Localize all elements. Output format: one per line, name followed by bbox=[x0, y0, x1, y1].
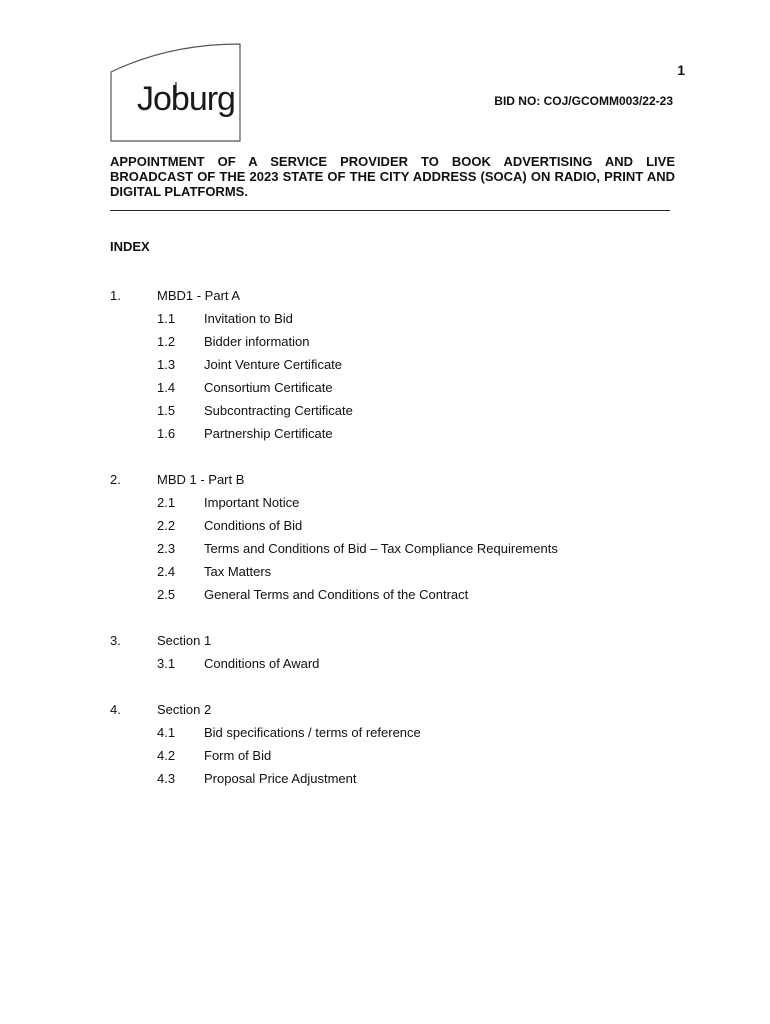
index-section bbox=[110, 284, 670, 445]
subsection-label: Subcontracting Certificate bbox=[204, 403, 353, 418]
subsection-row bbox=[110, 537, 670, 560]
subsection-number: 1.2 bbox=[157, 334, 176, 349]
subsection-number: 1.4 bbox=[157, 380, 176, 395]
subsection-row bbox=[110, 767, 670, 790]
subsection-number: 2.4 bbox=[157, 564, 176, 579]
subsection-label: Form of Bid bbox=[204, 748, 272, 763]
subsection-label: Tax Matters bbox=[204, 564, 272, 579]
section-row bbox=[110, 629, 670, 652]
subsection-label: Consortium Certificate bbox=[204, 380, 333, 395]
subsection-row bbox=[110, 744, 670, 767]
subsection-number: 1.3 bbox=[157, 357, 176, 372]
subsection-row bbox=[110, 514, 670, 537]
subsection-number: 1.6 bbox=[157, 426, 176, 441]
subsection-label: Partnership Certificate bbox=[204, 426, 333, 441]
joburg-logo: Joburg bbox=[137, 80, 235, 118]
title-underline bbox=[110, 210, 670, 211]
section-number: 1. bbox=[110, 288, 121, 303]
subsection-label: Joint Venture Certificate bbox=[204, 357, 343, 372]
subsection-row bbox=[110, 399, 670, 422]
subsection-row bbox=[110, 376, 670, 399]
subsection-row bbox=[110, 583, 670, 606]
section-row bbox=[110, 468, 670, 491]
index-list bbox=[110, 284, 670, 813]
subsection-label: Bidder information bbox=[204, 334, 310, 349]
subsection-number: 2.1 bbox=[157, 495, 176, 510]
subsection-row bbox=[110, 491, 670, 514]
section-label: MBD1 - Part A bbox=[157, 288, 241, 303]
subsection-row bbox=[110, 353, 670, 376]
section-label: Section 1 bbox=[157, 633, 212, 648]
section-label: MBD 1 - Part B bbox=[157, 472, 245, 487]
subsection-row bbox=[110, 330, 670, 353]
section-number: 3. bbox=[110, 633, 121, 648]
page-number: 1 bbox=[677, 62, 685, 78]
subsection-label: Important Notice bbox=[204, 495, 300, 510]
subsection-number: 2.3 bbox=[157, 541, 176, 556]
subsection-number: 3.1 bbox=[157, 656, 176, 671]
section-row bbox=[110, 698, 670, 721]
subsection-number: 2.2 bbox=[157, 518, 176, 533]
subsection-label: Invitation to Bid bbox=[204, 311, 293, 326]
section-row bbox=[110, 284, 670, 307]
document-title: APPOINTMENT OF A SERVICE PROVIDER TO BOOK ADVERTISING AND LIVE BROADCAST OF THE 2023 STATE OF THE CITY ADDRESS (SOCA) ON RADIO, PRINT AND DIGITAL PLATFORMS. bbox=[110, 154, 675, 199]
subsection-label: General Terms and Conditions of the Contract bbox=[204, 587, 469, 602]
index-section bbox=[110, 468, 670, 606]
subsection-number: 1.1 bbox=[157, 311, 176, 326]
subsection-row bbox=[110, 560, 670, 583]
section-number: 2. bbox=[110, 472, 121, 487]
section-number: 4. bbox=[110, 702, 121, 717]
subsection-label: Conditions of Bid bbox=[204, 518, 303, 533]
subsection-number: 4.3 bbox=[157, 771, 176, 786]
index-section bbox=[110, 698, 670, 790]
subsection-row bbox=[110, 652, 670, 675]
subsection-label: Conditions of Award bbox=[204, 656, 320, 671]
bid-number: BID NO: COJ/GCOMM003/22-23 bbox=[494, 94, 673, 108]
subsection-row bbox=[110, 422, 670, 445]
subsection-number: 4.2 bbox=[157, 748, 176, 763]
section-label: Section 2 bbox=[157, 702, 212, 717]
subsection-number: 4.1 bbox=[157, 725, 176, 740]
subsection-row bbox=[110, 721, 670, 744]
subsection-row bbox=[110, 307, 670, 330]
subsection-number: 2.5 bbox=[157, 587, 176, 602]
subsection-number: 1.5 bbox=[157, 403, 176, 418]
subsection-label: Proposal Price Adjustment bbox=[204, 771, 357, 786]
subsection-label: Bid specifications / terms of reference bbox=[204, 725, 421, 740]
index-section bbox=[110, 629, 670, 675]
subsection-label: Terms and Conditions of Bid – Tax Compliance Requirements bbox=[204, 541, 558, 556]
index-heading: INDEX bbox=[110, 239, 150, 254]
